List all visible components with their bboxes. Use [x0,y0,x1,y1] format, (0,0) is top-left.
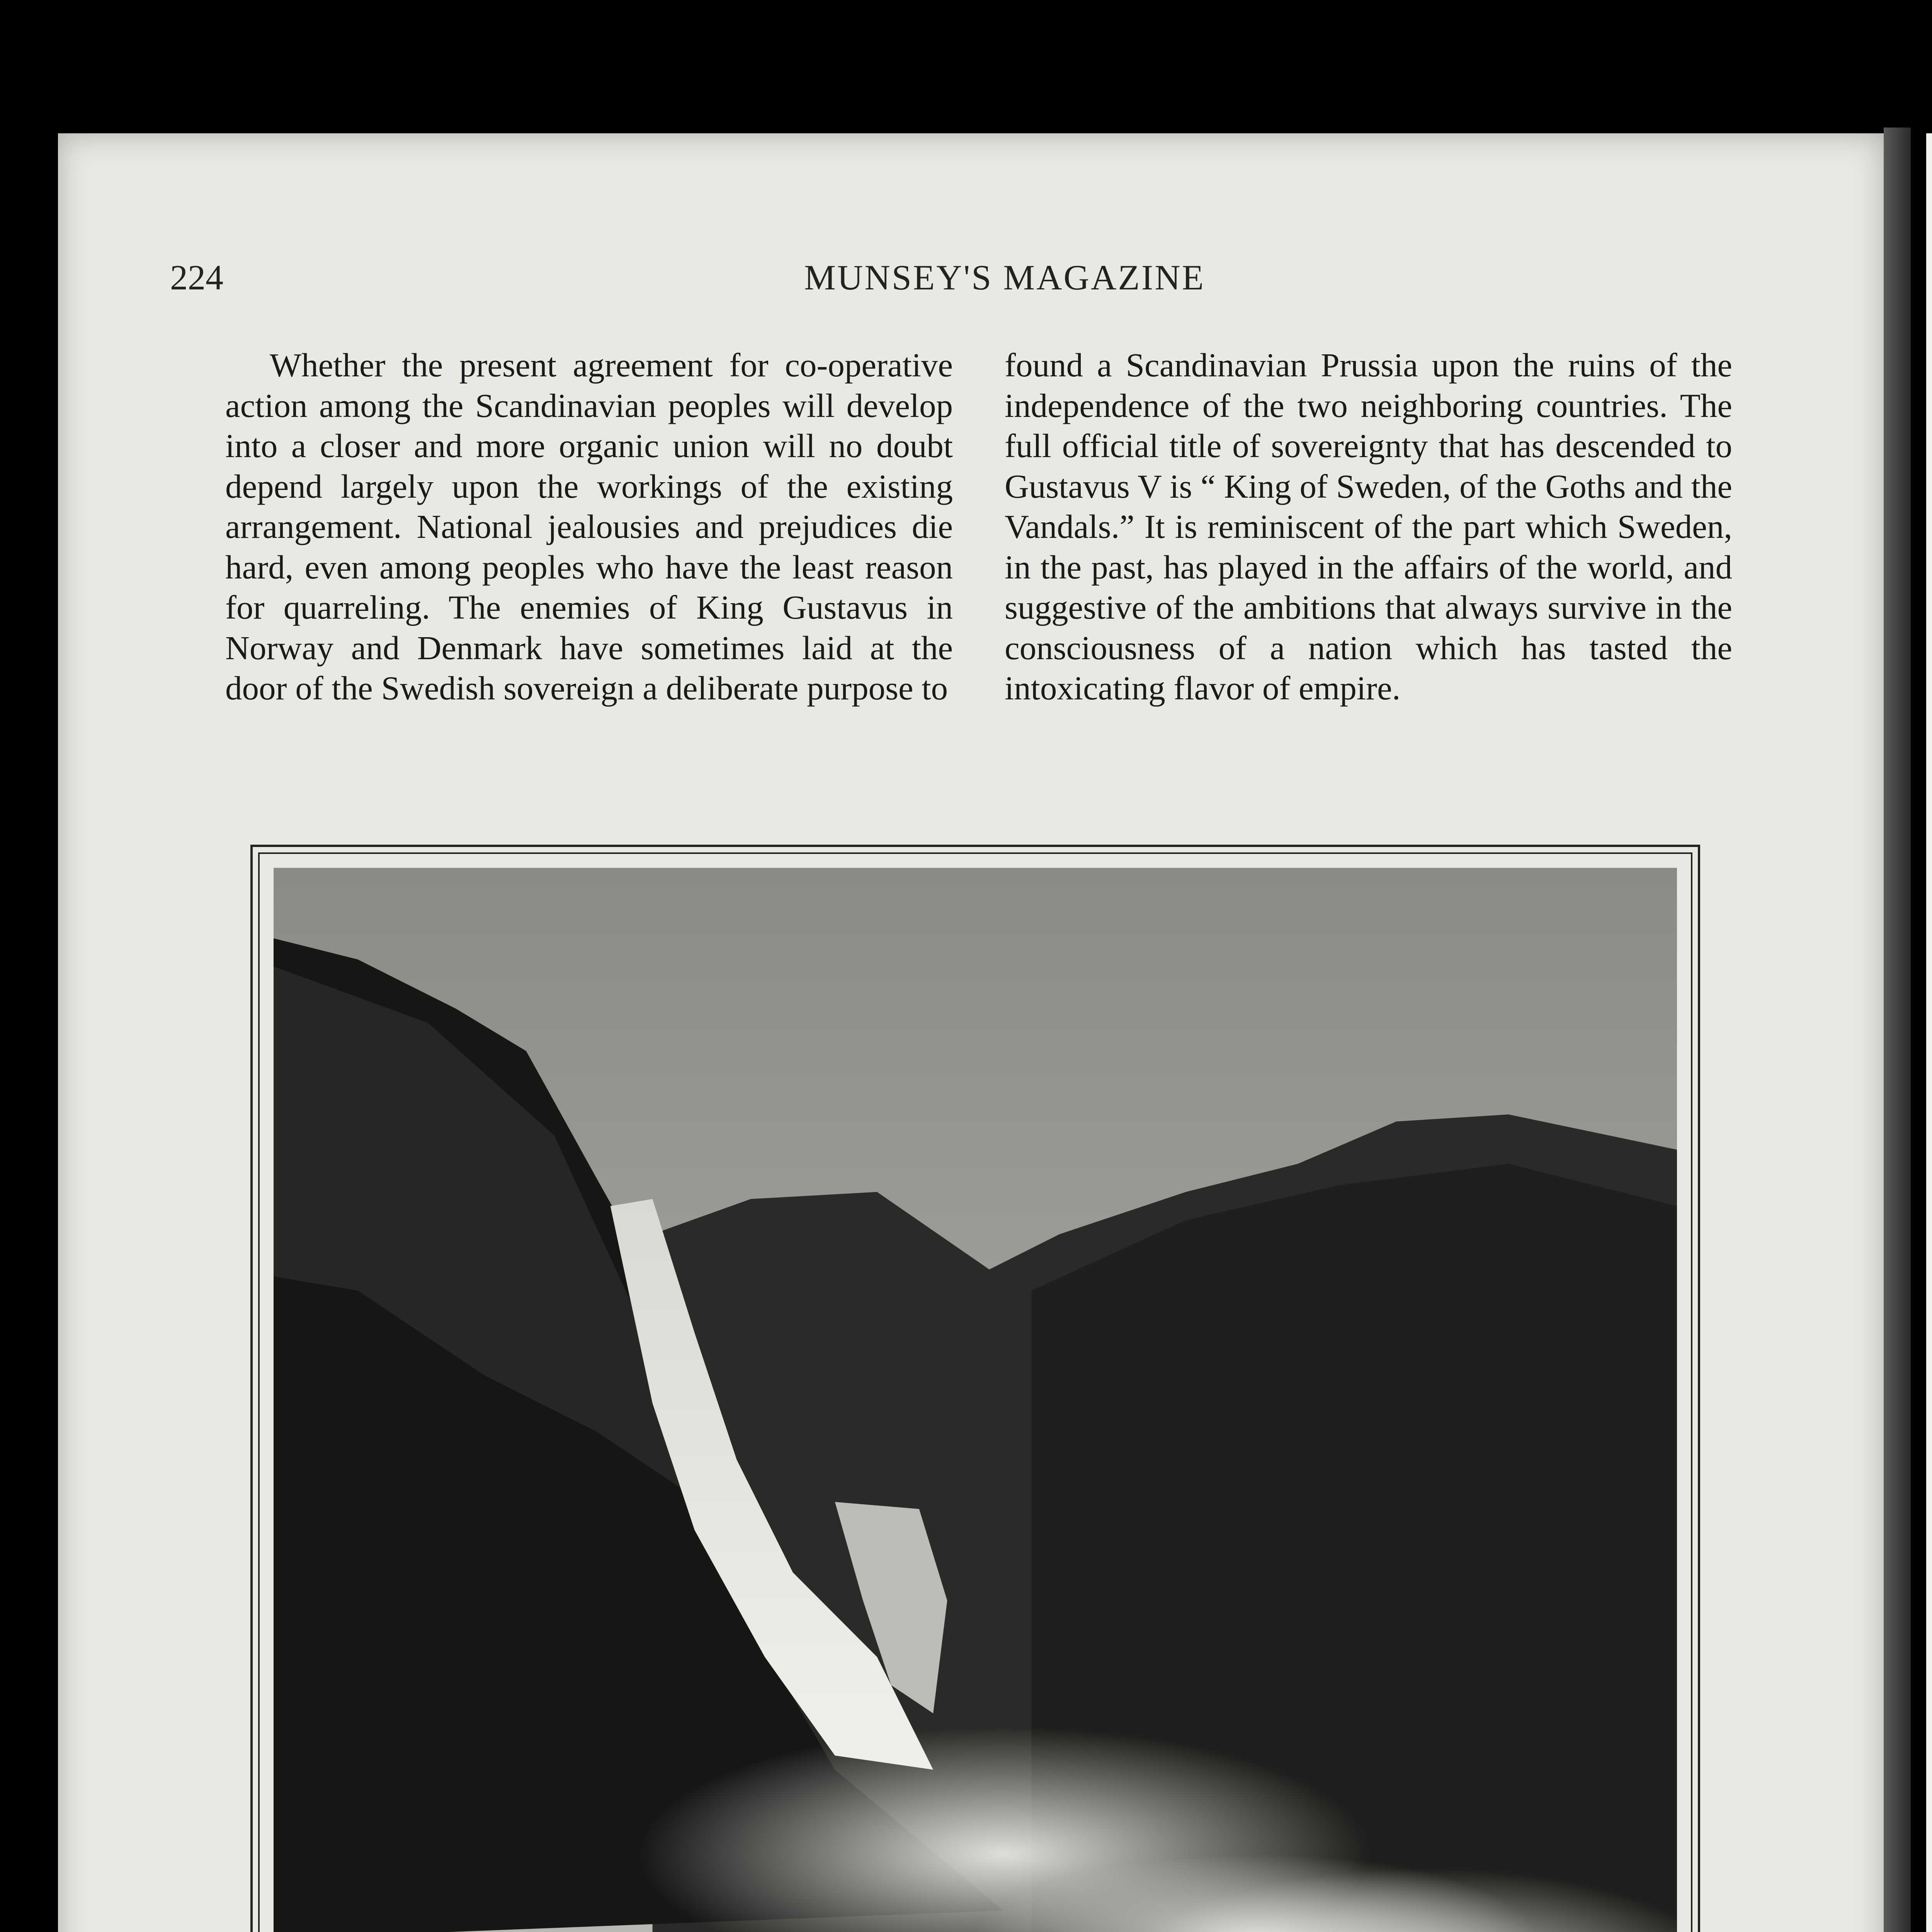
waterfall-photo [274,868,1677,1932]
page-number: 224 [170,258,223,297]
page-edge [1884,128,1911,1932]
text-column-right [1005,345,1732,709]
running-head: MUNSEY'S MAGAZINE [804,258,1205,297]
adjacent-page [1926,133,1932,1932]
left-column-text: Whether the present agreement for co-operative action among the Scandinavian peoples will develop into a closer and more organic union will no doubt depend largely upon the workings of the existing arrangement. National jealousies and prejudices die hard, even among peoples who have the least reason for quarreling. The enemies of King Gustavus in Norway and Denmark have sometimes laid at the door of the Swedish sovereign a deliberate purpose to [225,346,953,707]
photo-frame [250,845,1700,1932]
text-column-left [225,345,953,709]
right-column-text: found a Scandinavian Prussia upon the ruins of the independence of the two neighboring countries. The full official title of sovereignty that has descended to Gustavus V is “ King of Sweden, of the Goths and the Vandals.” It is reminiscent of the part which Sweden, in the past, has played in the affairs of the world, and suggestive of the ambitions that always survive in the consciousness of a nation which has tasted the intoxicating flavor of empire. [1005,346,1732,707]
photo-inner-border [258,852,1692,1932]
